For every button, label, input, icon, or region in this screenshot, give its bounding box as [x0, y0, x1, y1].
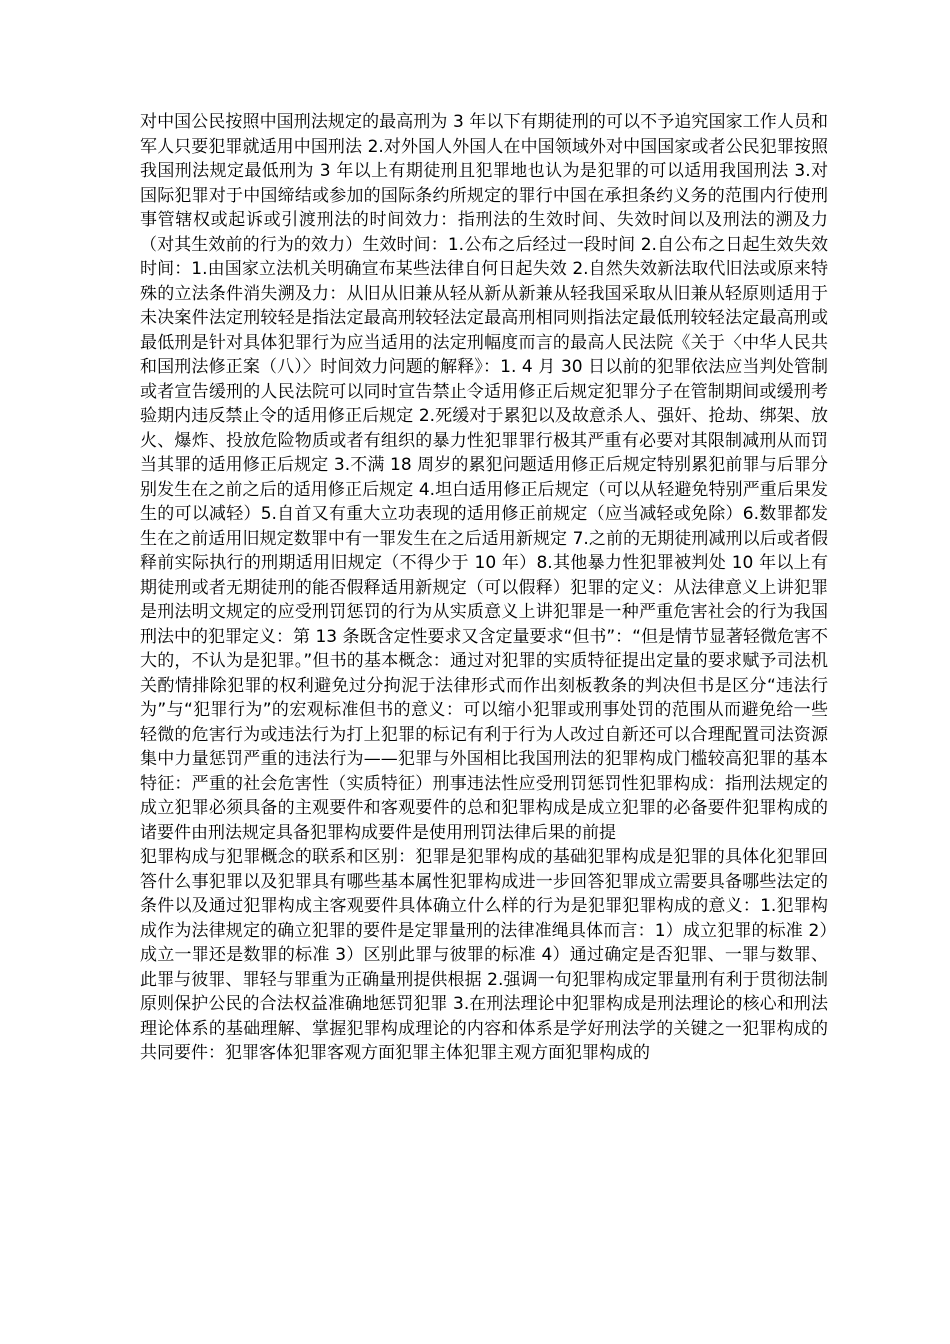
paragraph-1: 对中国公民按照中国刑法规定的最高刑为 3 年以下有期徒刑的可以不予追究国家工作人员和军人只要犯罪就适用中国刑法 2.对外国人外国人在中国领域外对中国国家或者公民犯罪按照我国刑法规定最低刑为 3 年以上有期徒刑且犯罪地也认为是犯罪的可以适用我国刑法 3.对国际犯罪对于中国缔结或参加的国际条约所规定的罪行中国在承担条约义务的范围内行使刑事管辖权或起诉或引渡刑法的时间效力：指刑法的生效时间、失效时间以及刑法的溯及力（对其生效前的行为的效力）生效时间：1.公布之后经过一段时间 2.自公布之日起生效失效时间：1.由国家立法机关明确宣布某些法律自何日起失效 2.自然失效新法取代旧法或原来特殊的立法条件消失溯及力：从旧从旧兼从轻从新从新兼从轻我国采取从旧兼从轻原则适用于未决案件法定刑较轻是指法定最高刑较轻法定最高刑相同则指法定最低刑较轻法定最高刑或最低刑是针对具体犯罪行为应当适用的法定刑幅度而言的最高人民法院《关于〈中华人民共和国刑法修正案（八）〉时间效力问题的解释》：1. 4 月 30 日以前的犯罪依法应当判处管制或者宣告缓刑的人民法院可以同时宣告禁止令适用修正后规定犯罪分子在管制期间或缓刑考验期内违反禁止令的适用修正后规定 2.死缓对于累犯以及故意杀人、强奸、抢劫、绑架、放火、爆炸、投放危险物质或者有组织的暴力性犯罪罪行极其严重有必要对其限制减刑从而罚当其罪的适用修正后规定 3.不满 18 周岁的累犯问题适用修正后规定特别累犯前罪与后罪分别发生在之前之后的适用修正后规定 4.坦白适用修正后规定（可以从轻避免特别严重后果发生的可以减轻）5.自首又有重大立功表现的适用修正前规定（应当减轻或免除）6.数罪都发生在之前适用旧规定数罪中有一罪发生在之后适用新规定 7.之前的无期徒刑减刑以后或者假释前实际执行的刑期适用旧规定（不得少于 10 年）8.其他暴力性犯罪被判处 10 年以上有期徒刑或者无期徒刑的能否假释适用新规定（可以假释）犯罪的定义：从法律意义上讲犯罪是刑法明文规定的应受刑罚惩罚的行为从实质意义上讲犯罪是一种严重危害社会的行为我国刑法中的犯罪定义：第 13 条既含定性要求又含定量要求“但书”：“但是情节显著轻微危害不大的，不认为是犯罪。”但书的基本概念：通过对犯罪的实质特征提出定量的要求赋予司法机关酌情排除犯罪的权利避免过分拘泥于法律形式而作出刻板教条的判决但书是区分“违法行为”与“犯罪行为”的宏观标准但书的意义：可以缩小犯罪或刑事处罚的范围从而避免给一些轻微的危害行为或违法行为打上犯罪的标记有利于行为人改过自新还可以合理配置司法资源集中力量惩罚严重的违法行为——犯罪与外国相比我国刑法的犯罪构成门槛较高犯罪的基本特征：严重的社会危害性（实质特征）刑事违法性应受刑罚惩罚性犯罪构成：指刑法规定的成立犯罪必须具备的主观要件和客观要件的总和犯罪构成是成立犯罪的必备要件犯罪构成的诸要件由刑法规定具备犯罪构成要件是使用刑罚法律后果的前提 [140, 112, 828, 843]
paragraph-2: 犯罪构成与犯罪概念的联系和区别：犯罪是犯罪构成的基础犯罪构成是犯罪的具体化犯罪回答什么事犯罪以及犯罪具有哪些基本属性犯罪构成进一步回答犯罪成立需要具备哪些法定的条件以及通过犯罪构成主客观要件具体确立什么样的行为是犯罪犯罪构成的意义：1.犯罪构成作为法律规定的确立犯罪的要件是定罪量刑的法律准绳具体而言：1）成立犯罪的标准 2）成立一罪还是数罪的标准 3）区别此罪与彼罪的标准 4）通过确定是否犯罪、一罪与数罪、此罪与彼罪、罪轻与罪重为正确量刑提供根据 2.强调一句犯罪构成定罪量刑有利于贯彻法制原则保护公民的合法权益准确地惩罚犯罪 3.在刑法理论中犯罪构成是刑法理论的核心和刑法理论体系的基础理解、掌握犯罪构成理论的内容和体系是学好刑法学的关键之一犯罪构成的共同要件：犯罪客体犯罪客观方面犯罪主体犯罪主观方面犯罪构成的 [140, 847, 828, 1063]
document-body [140, 110, 828, 1066]
